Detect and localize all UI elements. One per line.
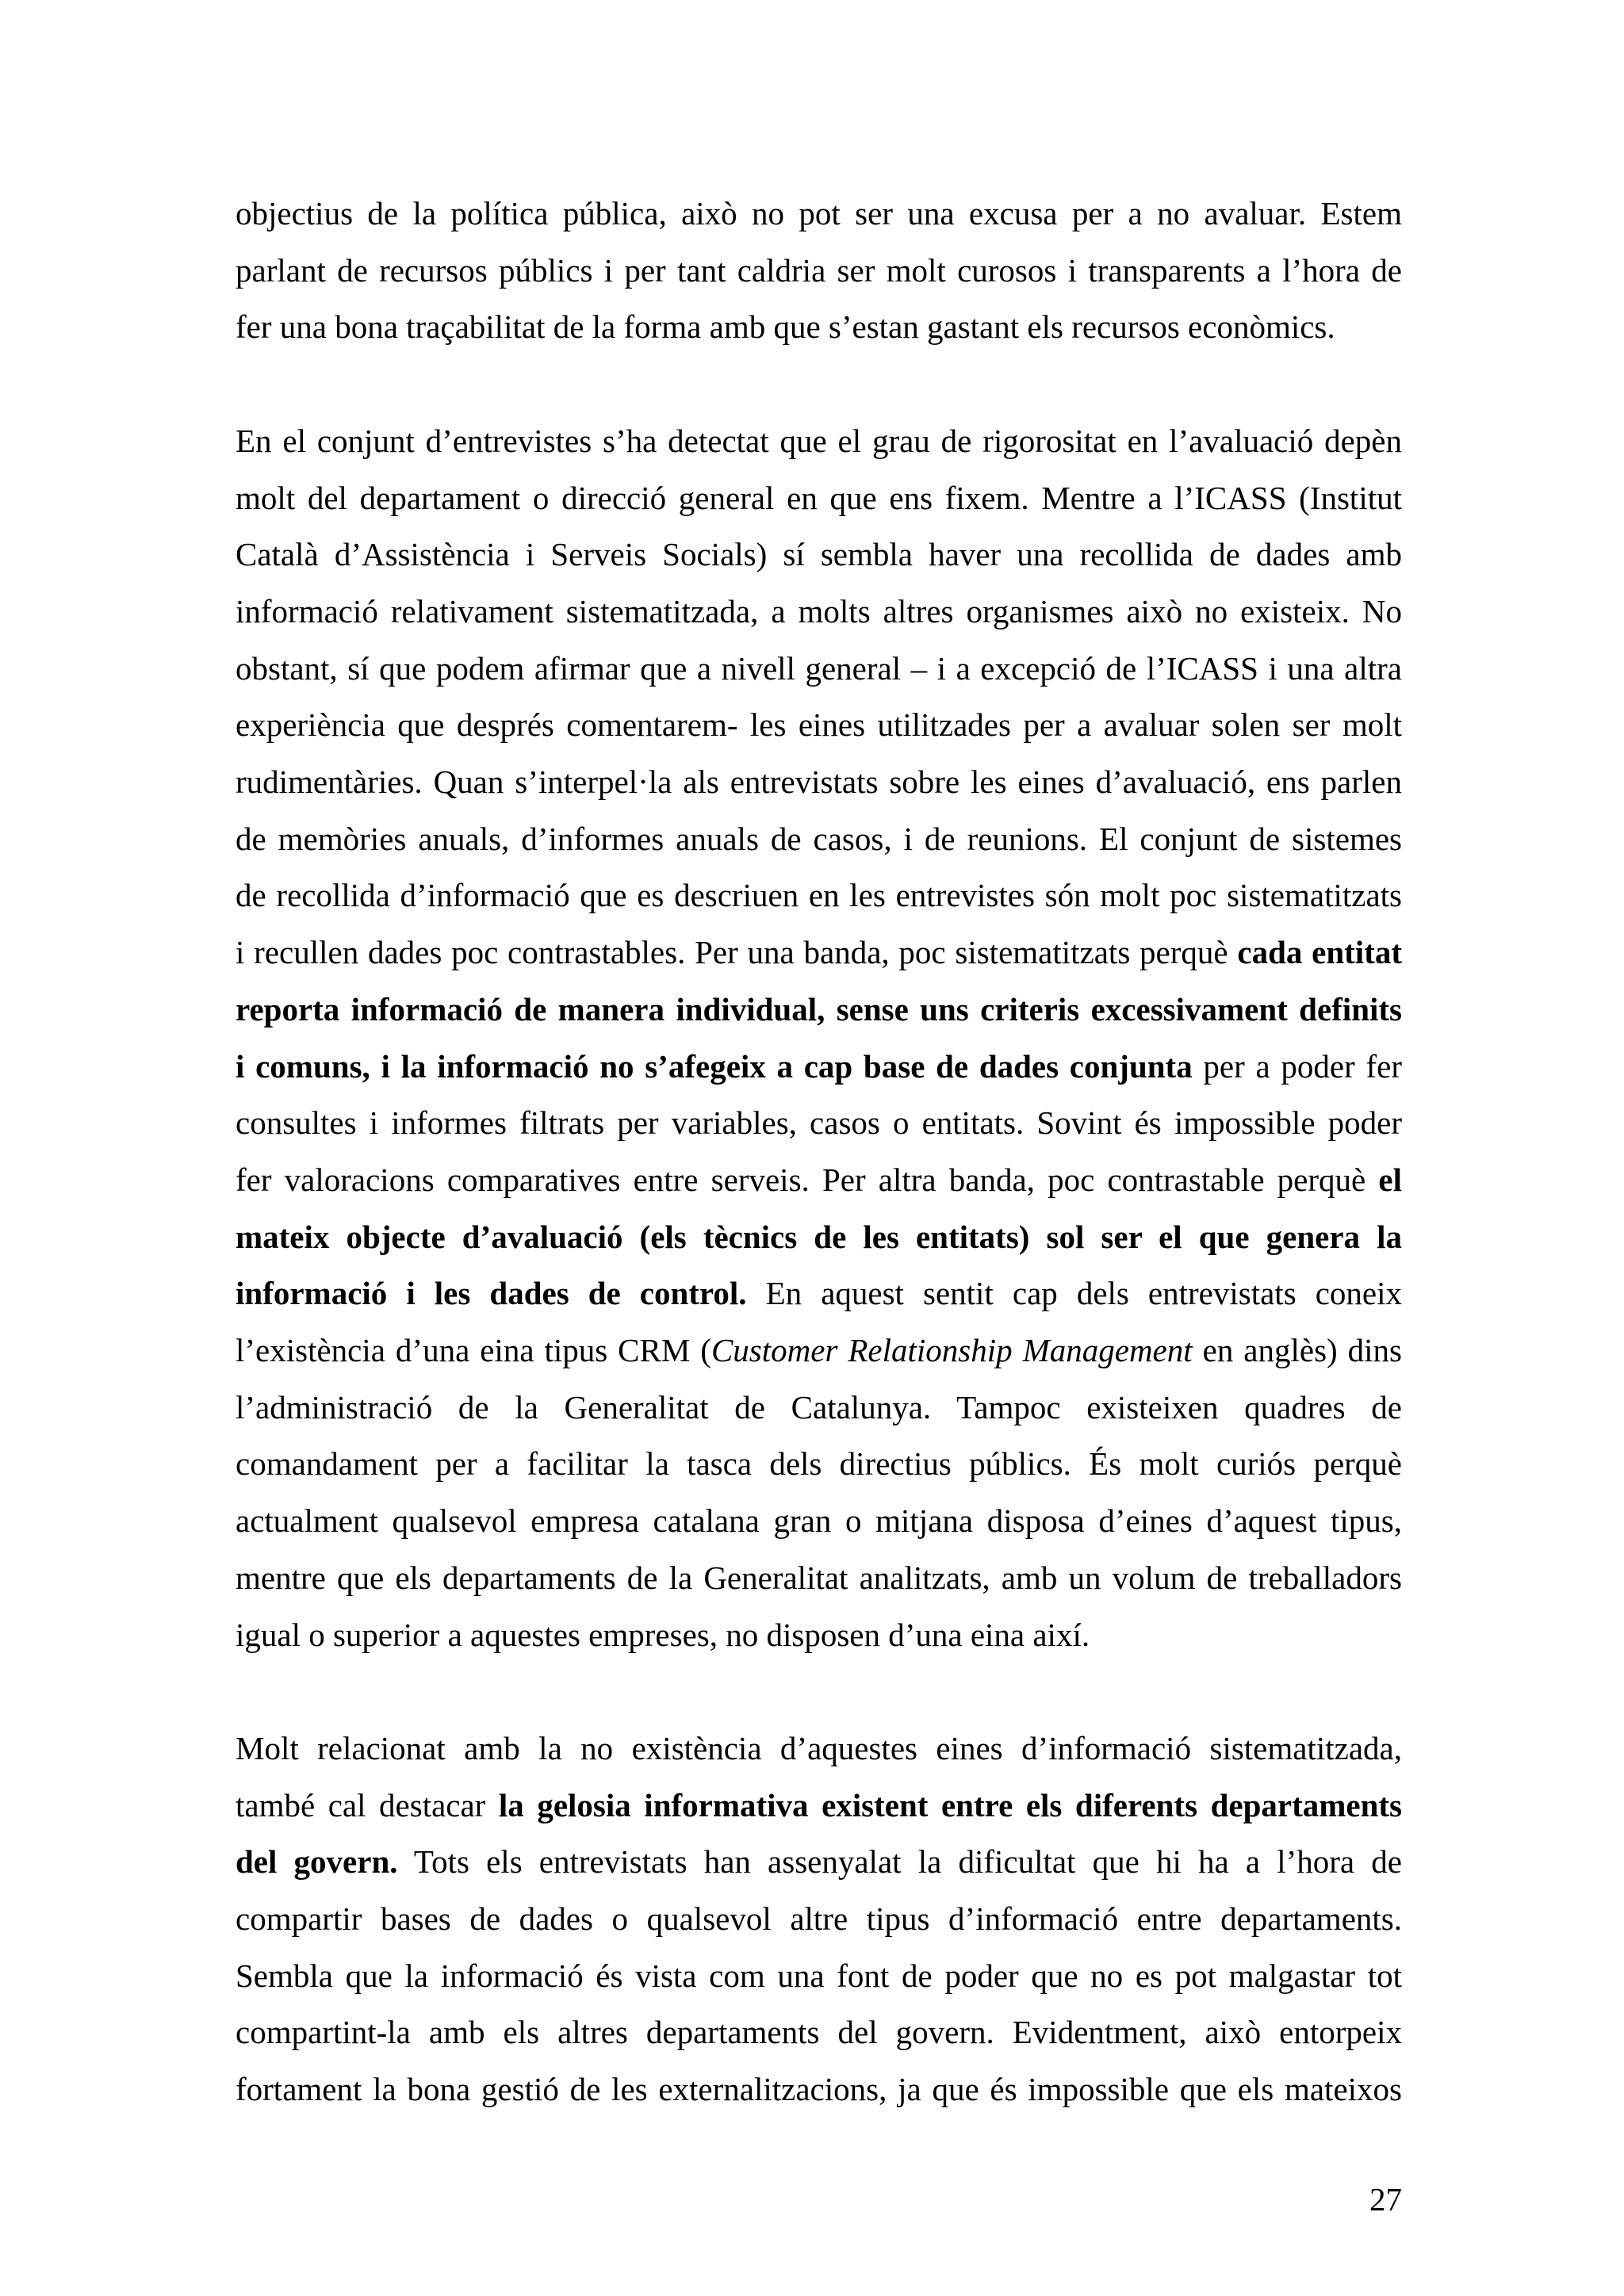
text-line: [236, 1209, 1402, 1266]
text-line: [236, 584, 1402, 641]
text-line: [236, 299, 1402, 356]
text-line: [236, 1380, 1402, 1437]
text-line: [236, 1777, 1402, 1835]
text-line: [236, 924, 1402, 982]
text-run: per a poder fer: [1192, 1047, 1402, 1085]
text-run: actualment qualsevol empresa catalana gran o mitjana disposa d’eines d’aquest tipus,: [236, 1502, 1402, 1540]
text-line: [236, 1095, 1402, 1152]
text-run: En aquest sentit cap dels entrevistats coneix: [746, 1275, 1403, 1312]
text-run: Tots els entrevistats han assenyalat la dificultat que hi ha a l’hora de: [397, 1843, 1402, 1881]
text-line: [236, 470, 1402, 527]
text-line: [236, 1265, 1402, 1322]
text-line: [236, 867, 1402, 924]
text-run: parlant de recursos públics i per tant caldria ser molt curosos i transparents a l’hora de: [236, 251, 1402, 289]
text-run: igual o superior a aquestes empreses, no disposen d’una eina així.: [236, 1616, 1090, 1653]
text-line: [236, 697, 1402, 754]
text-run: experiència que després comentarem- les eines utilitzades per a avaluar solen ser molt: [236, 706, 1402, 744]
page-number: 27: [1369, 2181, 1402, 2218]
text-run: Sembla que la informació és vista com una font de poder que no es pot malgastar tot: [236, 1957, 1402, 1994]
text-run: i recullen dades poc contrastables. Per una banda, poc sistematitzats perquè: [236, 934, 1238, 971]
text-line: [236, 754, 1402, 811]
text-line: [236, 1607, 1402, 1664]
text-line: [236, 982, 1402, 1039]
text-line: [236, 2004, 1402, 2061]
text-line: [236, 1720, 1402, 1777]
text-line: [236, 1039, 1402, 1096]
bold-text-run: del govern.: [236, 1843, 398, 1881]
text-run: l’existència d’una eina tipus CRM (: [236, 1332, 711, 1369]
text-run: informació relativament sistematitzada, a molts altres organismes això no existeix. No: [236, 592, 1402, 629]
bold-text-run: cada entitat: [1237, 934, 1402, 971]
text-run: consultes i informes filtrats per variables, casos o entitats. Sovint és impossible poder: [236, 1104, 1402, 1142]
text-run: molt del departament o direcció general en que ens fixem. Mentre a l’ICASS (Institut: [236, 479, 1402, 516]
text-run: En el conjunt d’entrevistes s’ha detectat que el grau de rigorositat en l’avaluació depèn: [236, 422, 1402, 459]
text-run: de memòries anuals, d’informes anuals de casos, i de reunions. El conjunt de sistemes: [236, 820, 1402, 857]
text-line: [236, 1891, 1402, 1948]
text-line: [236, 1152, 1402, 1209]
text-line: [236, 243, 1402, 300]
body-paragraph: [236, 1720, 1402, 2118]
text-run: compartir bases de dades o qualsevol altre tipus d’informació entre departaments.: [236, 1900, 1402, 1938]
text-run: Molt relacionat amb la no existència d’aquestes eines d’informació sistematitzada,: [236, 1729, 1402, 1766]
text-line: [236, 811, 1402, 868]
body-paragraph: [236, 413, 1402, 1663]
text-line: [236, 1550, 1402, 1607]
bold-text-run: reporta informació de manera individual, sense uns criteris excessivament definits: [236, 990, 1402, 1027]
text-line: [236, 641, 1402, 698]
text-run: mentre que els departaments de la Generalitat analitzats, amb un volum de treballadors: [236, 1559, 1402, 1596]
text-run: compartint-la amb els altres departaments del govern. Evidentment, això entorpeix: [236, 2014, 1402, 2051]
text-run: de recollida d’informació que es descriuen en les entrevistes són molt poc sistematitzats: [236, 877, 1402, 914]
body-text: [236, 186, 1402, 2118]
text-line: [236, 526, 1402, 584]
bold-text-run: la gelosia informativa existent entre els diferents departaments: [498, 1786, 1402, 1823]
text-run: també cal destacar: [236, 1786, 499, 1823]
text-run: rudimentàries. Quan s’interpel·la als entrevistats sobre les eines d’avaluació, ens parlen: [236, 763, 1402, 801]
bold-text-run: mateix objecte d’avaluació (els tècnics de les entitats) sol ser el que genera la: [236, 1218, 1402, 1255]
text-run: obstant, sí que podem afirmar que a nivell general – i a excepció de l’ICASS i una altra: [236, 649, 1402, 687]
italic-text-run: Customer Relationship Management: [710, 1332, 1193, 1369]
text-line: [236, 2061, 1402, 2118]
bold-text-run: i comuns, i la informació no s’afegeix a cap base de dades conjunta: [236, 1047, 1193, 1085]
text-run: l’administració de la Generalitat de Catalunya. Tampoc existeixen quadres de: [236, 1388, 1402, 1425]
bold-text-run: el: [1378, 1161, 1402, 1198]
text-run: comandament per a facilitar la tasca dels directius públics. És molt curiós perquè: [236, 1445, 1402, 1483]
body-paragraph: [236, 186, 1402, 356]
text-line: [236, 1436, 1402, 1493]
text-line: [236, 1948, 1402, 2005]
text-line: [236, 1493, 1402, 1550]
text-run: objectius de la política pública, això no pot ser una excusa per a no avaluar. Estem: [236, 195, 1402, 232]
text-line: [236, 1322, 1402, 1380]
text-run: fortament la bona gestió de les externalitzacions, ja que és impossible que els mateixos: [236, 2071, 1402, 2108]
text-line: [236, 1834, 1402, 1891]
text-line: [236, 413, 1402, 470]
text-run: Català d’Assistència i Serveis Socials) sí sembla haver una recollida de dades amb: [236, 536, 1402, 573]
text-line: [236, 186, 1402, 243]
text-run: fer una bona traçabilitat de la forma amb que s’estan gastant els recursos econòmics.: [236, 308, 1335, 346]
bold-text-run: informació i les dades de control.: [236, 1275, 747, 1312]
text-run: fer valoracions comparatives entre serveis. Per altra banda, poc contrastable perquè: [236, 1161, 1379, 1198]
text-run: en anglès) dins: [1192, 1332, 1402, 1369]
